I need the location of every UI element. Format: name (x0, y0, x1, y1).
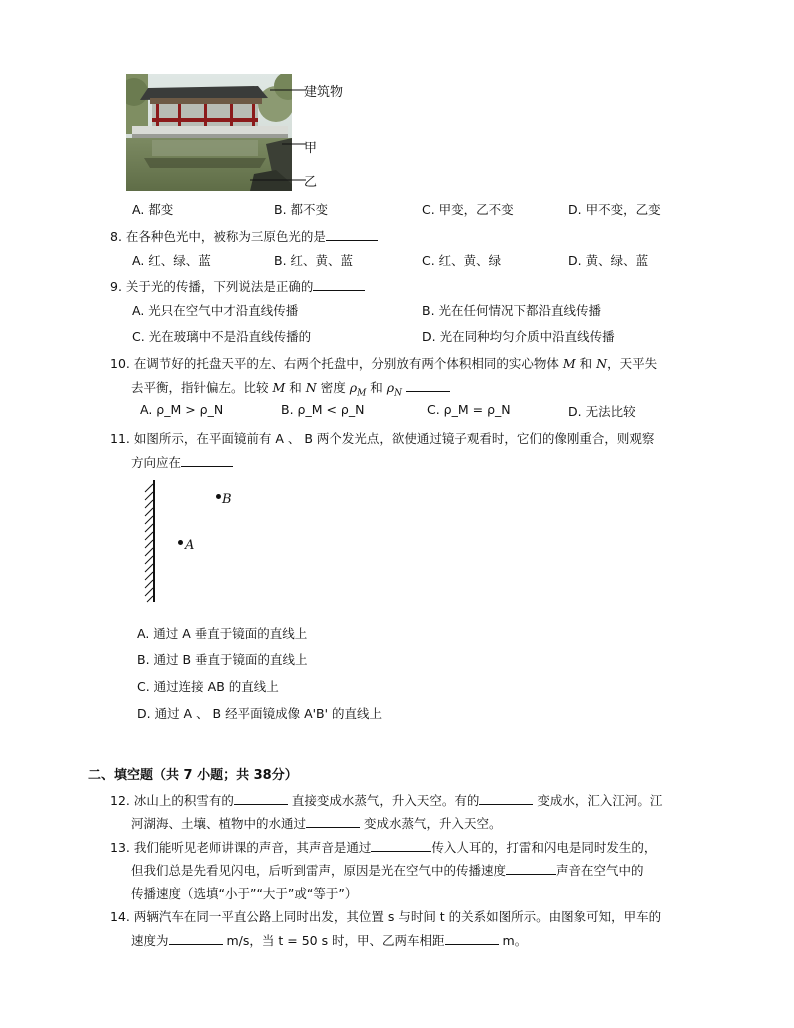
rho-n (386, 380, 403, 399)
q13-line2 (131, 861, 644, 879)
q13-text: 声音在空气中的 (556, 863, 644, 878)
q10-text: ，天平失 (607, 356, 658, 371)
q10-and: 和 (370, 380, 383, 395)
q8-option-b: B. 红、黄、蓝 (274, 253, 354, 268)
q9-option-b: B. 光在任何情况下都沿直线传播 (422, 303, 602, 318)
q10-text: 密度 (320, 380, 346, 395)
answer-blank (181, 454, 233, 467)
point-b-dot (216, 494, 221, 499)
q11-text: 方向应在 (131, 455, 182, 470)
q7-option-b: B. 都不变 (274, 202, 329, 217)
q9-option-a: A. 光只在空气中才沿直线传播 (132, 303, 299, 318)
rho-symbol: ρ (349, 380, 358, 395)
q10-var-m: M (272, 380, 286, 395)
label-jia: 甲 (304, 141, 318, 156)
q12-line1 (110, 791, 662, 809)
q10-option-d: D. 无法比较 (568, 404, 636, 419)
point-a-label: A (185, 538, 195, 553)
answer-blank (371, 839, 431, 852)
answer-blank (234, 792, 288, 805)
q11-option-d: D. 通过 A 、 B 经平面镜成像 A'B' 的直线上 (137, 706, 383, 721)
point-a-dot (178, 540, 183, 545)
q10-var-m: M (562, 356, 576, 371)
label-yi: 乙 (304, 175, 318, 190)
q9-option-d: D. 光在同种均匀介质中沿直线传播 (422, 329, 615, 344)
q14-text: 速度为 (131, 933, 169, 948)
q9-stem-text: 9. 关于光的传播，下列说法是正确的 (110, 279, 314, 294)
q10-option-a: A. ρ_M > ρ_N (140, 402, 224, 417)
subscript: N (394, 388, 403, 399)
q10-option-c: C. ρ_M = ρ_N (427, 402, 511, 417)
q10-var-n: N (305, 380, 317, 395)
q10-text: 去平衡，指针偏左。比较 (131, 380, 269, 395)
q12-text: 变成水，汇入江河。江 (537, 793, 663, 808)
answer-blank (306, 815, 360, 828)
q11-option-b: B. 通过 B 垂直于镜面的直线上 (137, 652, 308, 667)
answer-blank (313, 278, 365, 291)
q11-option-a: A. 通过 A 垂直于镜面的直线上 (137, 626, 308, 641)
q14-text: m/s，当 t = 50 s 时，甲、乙两车相距 (226, 933, 445, 948)
rho-symbol: ρ (386, 380, 395, 395)
q9-stem (110, 277, 365, 295)
answer-blank (406, 379, 450, 392)
q11-stem-line1: 11. 如图所示，在平面镜前有 A 、 B 两个发光点，欲使通过镜子观看时，它们的像刚重合，则观察 (110, 431, 655, 446)
q10-and: 和 (289, 380, 302, 395)
q14-text: m。 (502, 933, 528, 948)
q7-option-a: A. 都变 (132, 202, 174, 217)
q11-stem-line2 (131, 453, 233, 471)
answer-blank (169, 932, 223, 945)
point-b-label: B (222, 492, 232, 507)
q13-text: 13. 我们能听见老师讲课的声音，其声音是通过 (110, 840, 372, 855)
q12-text: 12. 冰山上的积雪有的 (110, 793, 234, 808)
q12-text: 河湖海、土壤、植物中的水通过 (131, 816, 307, 831)
label-building: 建筑物 (304, 85, 344, 100)
q10-var-n: N (596, 356, 608, 371)
answer-blank (445, 932, 499, 945)
q9-option-c: C. 光在玻璃中不是沿直线传播的 (132, 329, 312, 344)
q10-stem-line1 (110, 354, 657, 372)
q13-line1 (110, 838, 656, 856)
answer-blank (479, 792, 533, 805)
q8-stem (110, 227, 378, 245)
q14-line2 (131, 931, 527, 949)
q12-text: 直接变成水蒸气，升入天空。有的 (291, 793, 480, 808)
q13-text: 传入人耳的，打雷和闪电是同时发生的， (431, 840, 657, 855)
figure-leader-lines (250, 82, 310, 192)
q7-option-c: C. 甲变，乙不变 (422, 202, 514, 217)
q10-stem-line2 (131, 378, 450, 399)
q10-text: 10. 在调节好的托盘天平的左、右两个托盘中，分别放有两个体积相同的实心物体 (110, 356, 559, 371)
plane-mirror (140, 478, 180, 604)
answer-blank (506, 862, 556, 875)
q7-option-d: D. 甲不变，乙变 (568, 202, 661, 217)
q8-stem-text: 8. 在各种色光中，被称为三原色光的是 (110, 229, 326, 244)
q10-option-b: B. ρ_M < ρ_N (281, 402, 365, 417)
section-title: 二、填空题（共 7 小题；共 38分） (88, 768, 298, 783)
subscript: M (357, 388, 367, 399)
q11-option-c: C. 通过连接 AB 的直线上 (137, 679, 279, 694)
q8-option-d: D. 黄、绿、蓝 (568, 253, 649, 268)
q8-option-c: C. 红、黄、绿 (422, 253, 502, 268)
q12-text: 变成水蒸气，升入天空。 (364, 816, 502, 831)
q13-line3: 传播速度（选填“小于”“大于”或“等于”） (131, 886, 358, 901)
q13-text: 但我们总是先看见闪电，后听到雷声，原因是光在空气中的传播速度 (131, 863, 507, 878)
rho-m (349, 380, 367, 399)
q12-line2 (131, 814, 502, 832)
q10-and: 和 (579, 356, 593, 371)
q8-option-a: A. 红、绿、蓝 (132, 253, 211, 268)
q14-line1: 14. 两辆汽车在同一平直公路上同时出发，其位置 s 与时间 t 的关系如图所示。由图象可知，甲车的 (110, 909, 662, 924)
answer-blank (326, 228, 378, 241)
